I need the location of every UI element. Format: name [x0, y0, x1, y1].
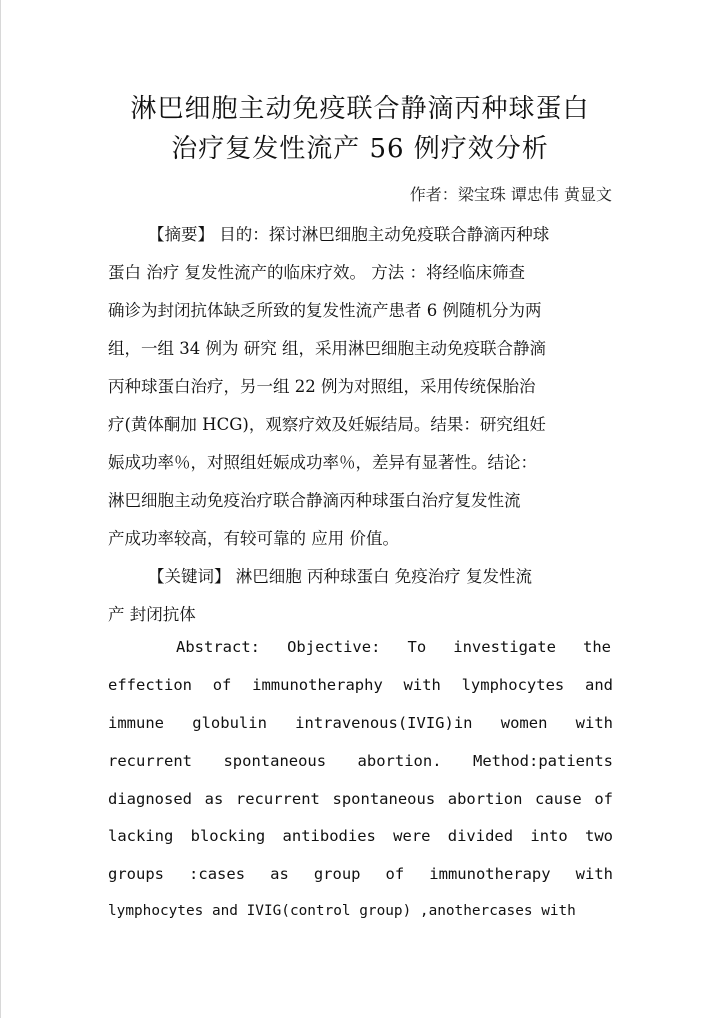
abstract-en-line: groups :cases as group of immunotherapy with: [108, 865, 613, 883]
abstract-cn-line: 产成功率较高，有较可靠的 应用 价值。: [108, 529, 399, 548]
authors-names: 梁宝珠 谭忠伟 黄显文: [457, 185, 612, 204]
abstract-en-line: effection of immunotheraphy with lymphocytes and: [108, 676, 613, 694]
abstract-cn-line: 丙种球蛋白治疗，另一组 22 例为对照组，采用传统保胎治: [108, 377, 536, 396]
abstract-cn-line: 组，一组 34 例为 研究 组，采用淋巴细胞主动免疫联合静滴: [108, 339, 546, 358]
abstract-en-line: recurrent spontaneous abortion. Method:patients: [108, 752, 613, 770]
abstract-cn-line: 蛋白 治疗 复发性流产的临床疗效。 方法 ：将经临床筛查: [108, 263, 525, 282]
title-line-1: 淋巴细胞主动免疫联合静滴丙种球蛋白: [130, 94, 590, 124]
abstract-cn-line: 娠成功率％，对照组妊娠成功率％，差异有显著性。结论：: [108, 453, 537, 472]
abstract-en-line: lymphocytes and IVIG(control group) ,anothercases with: [108, 903, 576, 919]
authors: [410, 182, 612, 205]
abstract-en-line: Abstract: Objective: To investigate the: [176, 638, 611, 656]
authors-label: 作者：: [409, 185, 458, 204]
abstract-en-line: lacking blocking antibodies were divided into two: [108, 827, 613, 845]
abstract-cn-line: 淋巴细胞主动免疫治疗联合静滴丙种球蛋白治疗复发性流: [108, 491, 521, 510]
keywords-line: 产 封闭抗体: [108, 605, 196, 624]
abstract-cn-line: 确诊为封闭抗体缺乏所致的复发性流产患者 6 例随机分为两: [108, 301, 542, 320]
abstract-cn-line: 疗(黄体酮加 HCG)，观察疗效及妊娠结局。结果：研究组妊: [108, 415, 546, 434]
title-line-2: 治疗复发性流产 56 例疗效分析: [171, 134, 549, 164]
abstract-en-line: diagnosed as recurrent spontaneous abortion cause of: [108, 790, 613, 808]
abstract-en-line: immune globulin intravenous(IVIG)in women with: [108, 714, 613, 732]
abstract-cn-line: 【摘要】 目的：探讨淋巴细胞主动免疫联合静滴丙种球: [148, 225, 550, 244]
keywords-line: 【关键词】 淋巴细胞 丙种球蛋白 免疫治疗 复发性流: [148, 567, 532, 586]
